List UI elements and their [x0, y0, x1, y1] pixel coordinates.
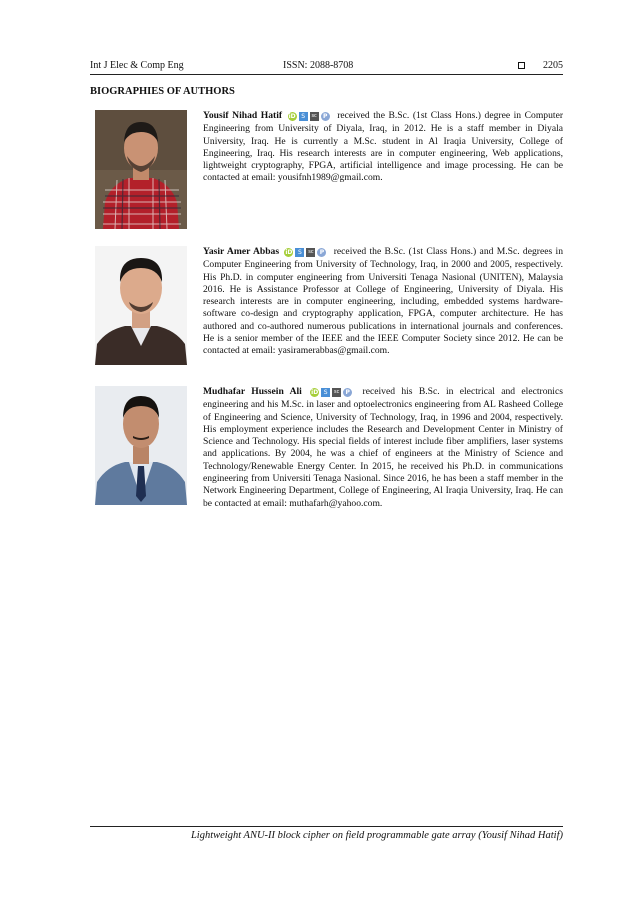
- running-footer: Lightweight ANU-II block cipher on field programmable gate array (Yousif Nihad Hatif): [190, 830, 563, 841]
- orcid-icon[interactable]: iD: [288, 113, 296, 121]
- journal-name: Int J Elec & Comp Eng: [90, 60, 184, 71]
- author-photo: [95, 110, 187, 229]
- google-scholar-icon[interactable]: S: [299, 112, 308, 121]
- orcid-icon[interactable]: iD: [311, 389, 319, 397]
- page-number-group: [518, 60, 563, 71]
- author-bio-text: [203, 110, 563, 185]
- author-photo: [95, 386, 187, 505]
- issn: ISSN: 2088-8708: [283, 60, 354, 71]
- author-id-icons: [288, 111, 332, 123]
- running-header: [90, 60, 563, 75]
- publons-icon[interactable]: P: [321, 112, 330, 121]
- square-bullet-icon: [518, 62, 525, 69]
- publons-icon[interactable]: P: [317, 248, 326, 257]
- author-id-icons: [310, 387, 354, 399]
- orcid-icon[interactable]: iD: [285, 249, 293, 257]
- author-bio-text: [203, 386, 563, 510]
- author-name: Yasir Amer Abbas: [203, 246, 280, 257]
- author-bio: received the B.Sc. (1st Class Hons.) degree in Computer Engineering from University of Diyala, Iraq, in 2012. He is a staff member in Diyala University, Iraq. He is currently a M.Sc. student in Al Iraqia University, College of Engineering, Iraq. His research interests are in computer engineering, Web applications, lightweight cryptography, FPGA, artificial intelligence and image processing. He can be contacted at email: yousifnh1989@gmail.com.: [203, 110, 564, 184]
- page-number: 2205: [543, 60, 563, 71]
- scopus-icon[interactable]: sc: [334, 389, 340, 396]
- scopus-icon[interactable]: sc: [311, 113, 317, 120]
- publons-icon[interactable]: P: [343, 388, 352, 397]
- author-bio: received the B.Sc. (1st Class Hons.) and M.Sc. degrees in Computer Engineering from University of Technology, Iraq, in 2000 and 2005, respectively. His Ph.D. in computer engineering from Universiti Tenaga Nasional (UNITEN), Malaysia 2016. He is Assistance Professor at College of Engineering, University of Diyala. His research interests are in computer engineering, including, embedded systems hardware-software co-design and cryptography application, FPGA, computer architecture. He has authored and co-authored numerous publications in international journals and conferences. He is a senior member of the IEEE and the IEEE Computer Society since 2012. He can be contacted at email: yasiramerabbas@gmail.com.: [203, 246, 563, 357]
- author-name: Yousif Nihad Hatif: [203, 110, 283, 121]
- author-photo: [95, 246, 187, 365]
- author-id-icons: [284, 247, 328, 259]
- google-scholar-icon[interactable]: S: [321, 388, 330, 397]
- author-bio: received his B.Sc. in electrical and electronics engineering and his M.Sc. in laser and optoelectronics engineering from AL Rasheed College of Engineering and Science, University of Technology, Iraq, in 1996 and 2004, respectively. His employment experience includes the Research and Development Center in Ministry of Science and Technology. His special fields of interest include fiber amplifiers, laser systems and applications. By 2004, he was a chief of engineers at the Ministry of Science and Technology/Renewable Energy Center. In 2015, he received his Ph.D. in communications engineering from Universiti Tenaga Nasional. Since 2016, he has been a staff member in the Network Engineering Department, College of Engineering, Al Iraqia University, Iraq. He can be contacted at email: muthafarh@yahoo.com.: [203, 386, 563, 509]
- author-name: Mudhafar Hussein Ali: [203, 386, 302, 397]
- scopus-icon[interactable]: sc: [308, 249, 314, 256]
- author-bio-text: [203, 246, 563, 358]
- section-title: BIOGRAPHIES OF AUTHORS: [90, 86, 235, 97]
- footer-rule: [90, 826, 563, 827]
- google-scholar-icon[interactable]: S: [295, 248, 304, 257]
